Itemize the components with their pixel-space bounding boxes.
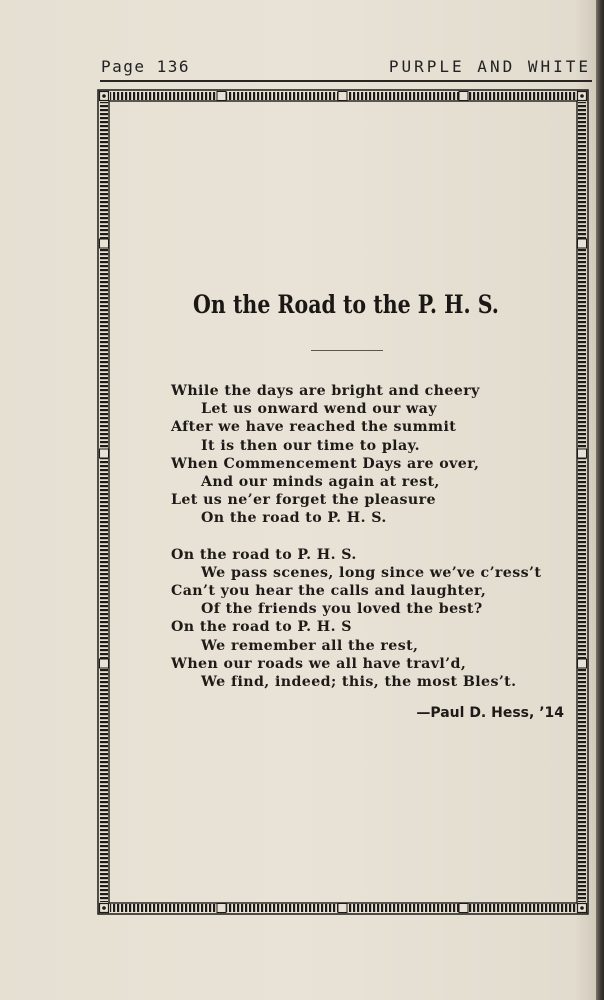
title-divider [311, 350, 383, 351]
poem-line: We find, indeed; this, the most Bles’t. [201, 674, 517, 691]
poem-line: On the road to P. H. S. [201, 510, 387, 527]
poem-line: On the road to P. H. S [171, 619, 352, 636]
poem-body [171, 382, 571, 691]
poem-line: We remember all the rest, [201, 637, 419, 654]
poem-line: We pass scenes, long since we’ve c’ress’t [201, 564, 542, 581]
poem-line: On the road to P. H. S. [171, 546, 357, 563]
page-number: Page 136 [101, 57, 191, 76]
poem-line: While the days are bright and cheery [171, 383, 480, 399]
poem-line: It is then our time to play. [201, 437, 420, 454]
poem-line: And our minds again at rest, [201, 474, 440, 491]
poem-title: On the Road to the P. H. S. [193, 290, 499, 319]
publication-title: PURPLE AND WHITE [388, 57, 591, 76]
author-signature: —Paul D. Hess, ’14 [416, 705, 564, 721]
poem-line: When our roads we all have travl’d, [171, 655, 467, 672]
page-header [101, 57, 591, 79]
poem-line: After we have reached the summit [171, 419, 457, 436]
header-rule [100, 80, 592, 82]
poem-line: Let us ne’er forget the pleasure [171, 492, 436, 509]
poem-line: When Commencement Days are over, [171, 455, 480, 472]
book-spine [596, 0, 604, 1000]
poem-line: Can’t you hear the calls and laughter, [171, 583, 487, 600]
stanza-2 [171, 546, 571, 692]
poem-line: Of the friends you loved the best? [201, 601, 483, 618]
poem-line: Let us onward wend our way [201, 401, 437, 418]
stanza-1 [171, 382, 571, 528]
